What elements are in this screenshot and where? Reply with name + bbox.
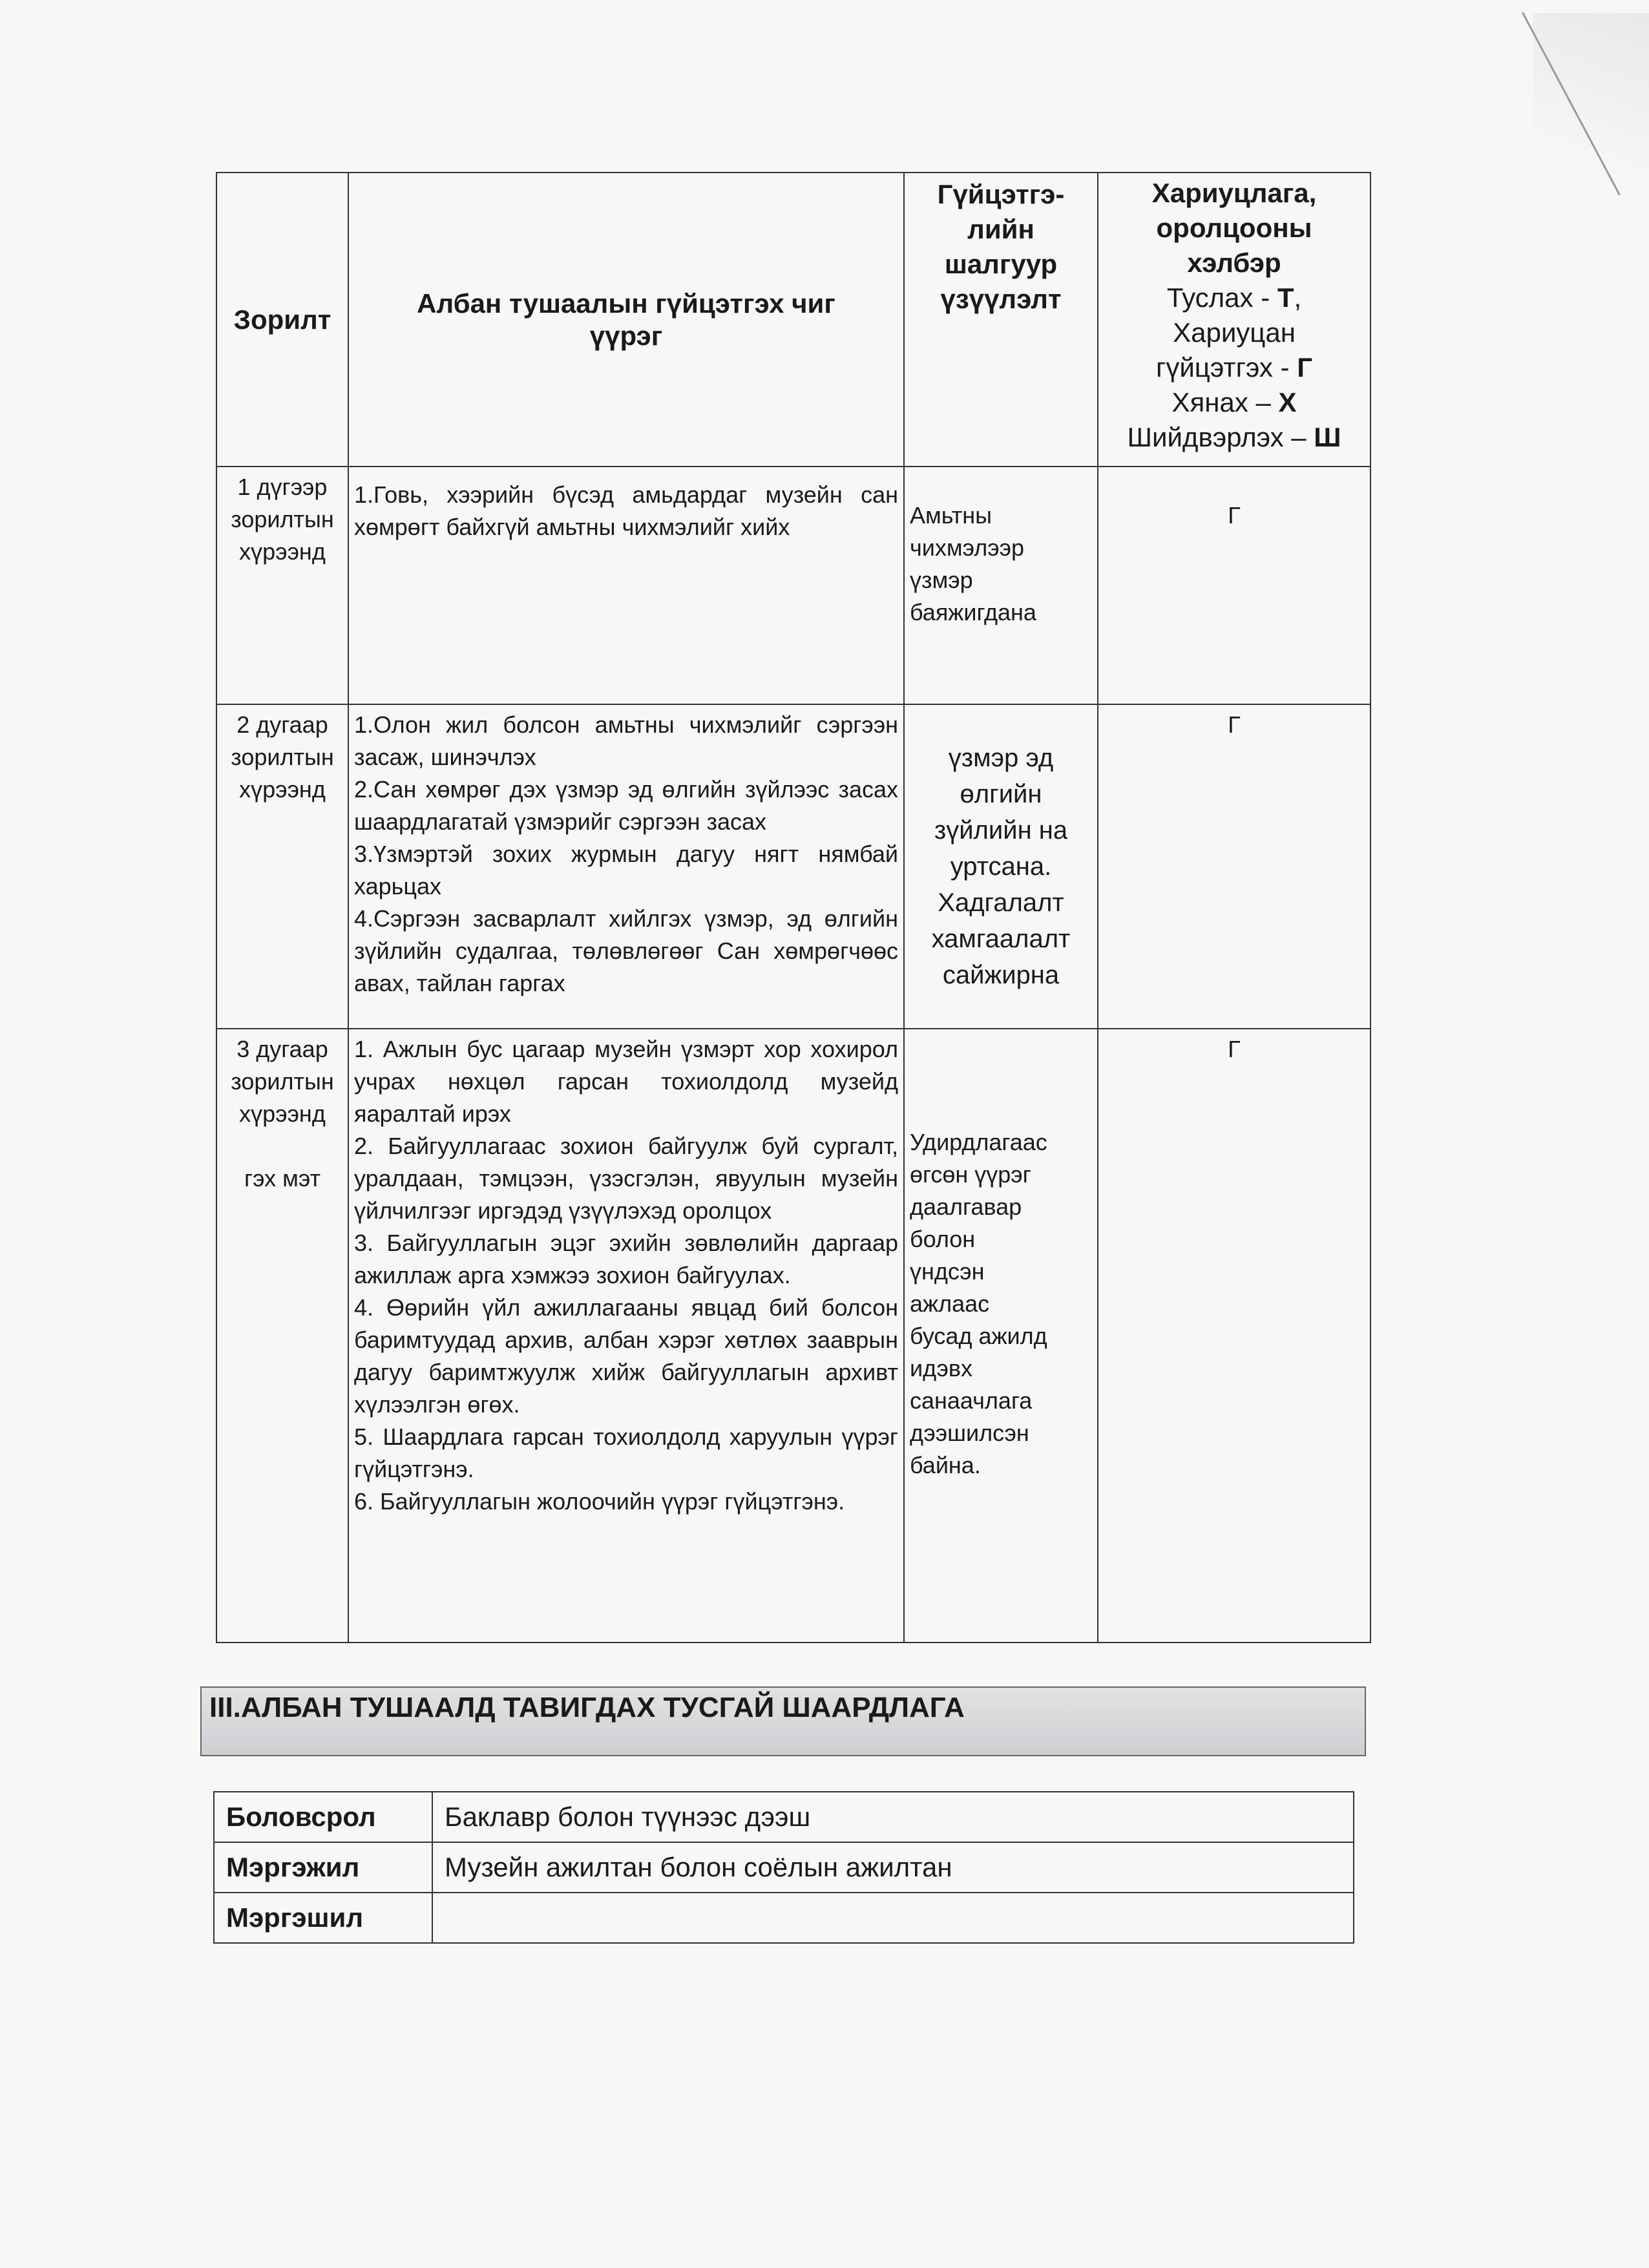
- table-row-1: [216, 467, 1371, 704]
- criteria-cell: [904, 704, 1098, 1029]
- goal-line: 1 дүгээр: [237, 474, 328, 500]
- goal-line: [222, 1130, 342, 1162]
- goal-cell: [216, 467, 348, 704]
- criteria-line: өлгийн: [960, 780, 1042, 808]
- header-criteria-line: шалгуур: [944, 249, 1058, 279]
- criteria-line: үзмэр: [910, 567, 973, 593]
- criteria-line: сайжирна: [942, 961, 1060, 989]
- responsibility-cell: Г: [1098, 467, 1371, 704]
- goal-line: хүрээнд: [239, 776, 326, 803]
- requirement-row: [214, 1893, 1354, 1943]
- criteria-line: өгсөн үүрэг: [910, 1161, 1031, 1188]
- criteria-line: уртсана.: [950, 852, 1052, 881]
- requirement-value: [432, 1893, 1354, 1943]
- duty-item: 3.Үзмэртэй зохих журмын дагуу нягт нямбай харьцах: [354, 841, 898, 899]
- header-responsibility-title: [1104, 176, 1365, 280]
- goal-line: гэх мэт: [244, 1165, 320, 1192]
- criteria-line: үндсэн: [910, 1258, 985, 1285]
- legend-code: Х: [1278, 387, 1297, 417]
- goal-line: хүрээнд: [239, 1100, 326, 1127]
- header-criteria-line: лийн: [967, 214, 1035, 244]
- duty-item: 5. Шаардлага гарсан тохиолдолд харуулын үүрэг гүйцэтгэнэ.: [354, 1423, 898, 1482]
- duty-item: 6. Байгууллагын жолоочийн үүрэг гүйцэтгэнэ.: [354, 1488, 845, 1515]
- duties-cell: [348, 704, 904, 1029]
- header-responsibility-line: оролцооны: [1156, 213, 1312, 243]
- legend-text: Шийдвэрлэх –: [1127, 422, 1314, 452]
- legend-text: Туслах -: [1166, 282, 1277, 313]
- legend-text: Хянах –: [1171, 387, 1279, 417]
- requirement-value: Баклавр болон түүнээс дээш: [432, 1792, 1354, 1842]
- header-criteria-line: Гүйцэтгэ-: [937, 179, 1065, 209]
- duty-item: 2.Сан хөмрөг дэх үзмэр эд өлгийн зүйлээс засах шаардлагатай үзмэрийг сэргээн засах: [354, 776, 898, 835]
- goal-cell: [216, 1029, 348, 1643]
- criteria-line: Амьтны: [910, 502, 992, 529]
- requirement-value: Музейн ажилтан болон соёлын ажилтан: [432, 1842, 1354, 1893]
- goal-line: 2 дугаар: [236, 711, 328, 738]
- header-criteria-lines: [910, 177, 1092, 317]
- criteria-line: байна.: [910, 1452, 981, 1478]
- requirement-label: Боловсрол: [214, 1792, 432, 1842]
- legend-code: Ш: [1314, 422, 1341, 452]
- responsibility-cell: Г: [1098, 1029, 1371, 1643]
- table-header-row: [216, 173, 1371, 467]
- goal-line: зорилтын: [231, 1068, 334, 1095]
- header-responsibility-line: хэлбэр: [1187, 247, 1281, 278]
- section-header: [200, 1686, 1366, 1756]
- criteria-line: Удирдлагаас: [910, 1129, 1047, 1155]
- duty-item: 1.Говь, хээрийн бүсэд амьдардаг музейн сан хөмрөгт байхгүй амьтны чихмэлийг хийх: [354, 481, 898, 540]
- criteria-line: чихмэлээр: [910, 534, 1024, 561]
- header-criteria: [904, 173, 1098, 467]
- legend-code: Г: [1297, 352, 1312, 383]
- table-row-3: [216, 1029, 1371, 1643]
- duty-item: 3. Байгууллагын эцэг эхийн зөвлөлийн даргаар ажиллаж арга хэмжээ зохион байгуулах.: [354, 1230, 898, 1288]
- requirement-label: Мэргэшил: [214, 1893, 432, 1943]
- duty-item: 4. Өөрийн үйл ажиллагааны явцад бий болсон баримтуудад архив, албан хэрэг хөтлөх зааврын дагуу баримтжуулж хийж байгууллагын архивт хүлээлгэн өгөх.: [354, 1294, 898, 1418]
- criteria-line: баяжигдана: [910, 599, 1036, 625]
- legend-line: [1104, 420, 1365, 455]
- duty-item: 2. Байгууллагаас зохион байгуулж буй сургалт, уралдаан, тэмцээн, үзэсгэлэн, явуулын музейн үйлчилгээг иргэдэд үзүүлэхэд оролцох: [354, 1133, 898, 1224]
- duties-table: [216, 172, 1371, 1643]
- criteria-line: санаачлага: [910, 1387, 1033, 1414]
- criteria-line: зүйлийн на: [934, 816, 1068, 845]
- header-goal: Зорилт: [216, 173, 348, 467]
- criteria-line: идэвх: [910, 1355, 973, 1381]
- criteria-line: дээшилсэн: [910, 1420, 1029, 1446]
- duty-item: 4.Сэргээн засварлалт хийлгэх үзмэр, эд өлгийн зүйлийн судалгаа, төлөвлөгөөг Сан хөмрөгчөөс авах, тайлан гаргах: [354, 905, 898, 996]
- header-responsibility-line: Хариуцлага,: [1151, 178, 1317, 208]
- requirement-row: [214, 1792, 1354, 1842]
- requirement-label: Мэргэжил: [214, 1842, 432, 1893]
- criteria-line: үзмэр эд: [948, 744, 1054, 772]
- legend-code: Т: [1277, 282, 1294, 313]
- criteria-line: даалгавар: [910, 1193, 1022, 1220]
- criteria-cell: [904, 467, 1098, 704]
- goal-line: зорилтын: [231, 744, 334, 770]
- goal-line: хүрээнд: [239, 538, 326, 565]
- requirement-row: [214, 1842, 1354, 1893]
- responsibility-cell: Г: [1098, 704, 1371, 1029]
- legend-line: [1104, 385, 1365, 420]
- legend-line: Туслах - Т,: [1166, 282, 1302, 313]
- requirements-table: [213, 1791, 1354, 1944]
- duties-cell: [348, 1029, 904, 1643]
- scan-shadow: [1533, 13, 1649, 226]
- criteria-line: болон: [910, 1226, 976, 1252]
- criteria-line: ажлаас: [910, 1290, 990, 1317]
- criteria-cell: [904, 1029, 1098, 1643]
- header-responsibility: [1098, 173, 1371, 467]
- header-criteria-line: үзүүлэлт: [940, 284, 1062, 314]
- duty-item: 1.Олон жил болсон амьтны чихмэлийг сэргээн засаж, шинэчлэх: [354, 711, 898, 770]
- legend-text: гүйцэтгэх -: [1156, 352, 1297, 383]
- duties-cell: [348, 467, 904, 704]
- criteria-line: бусад ажилд: [910, 1323, 1047, 1349]
- goal-line: зорилтын: [231, 506, 334, 532]
- header-duties: Албан тушаалын гүйцэтгэх чиг үүрэг: [348, 173, 904, 467]
- duty-item: 1. Ажлын бус цагаар музейн үзмэрт хор хохирол учрах нөхцөл гарсан тохиолдолд музейд яаралтай ирэх: [354, 1036, 898, 1127]
- header-responsibility-legend: [1104, 280, 1365, 455]
- table-row-2: [216, 704, 1371, 1029]
- legend-text: Хариуцан: [1173, 317, 1296, 348]
- goal-line: 3 дугаар: [236, 1036, 328, 1062]
- section-title: III.АЛБАН ТУШААЛД ТАВИГДАХ ТУСГАЙ ШААРДЛАГА: [209, 1692, 965, 1723]
- criteria-line: Хадгалалт: [938, 888, 1064, 917]
- legend-line: [1104, 350, 1365, 385]
- goal-cell: [216, 704, 348, 1029]
- criteria-line: хамгаалалт: [931, 925, 1071, 953]
- legend-line: [1104, 315, 1365, 350]
